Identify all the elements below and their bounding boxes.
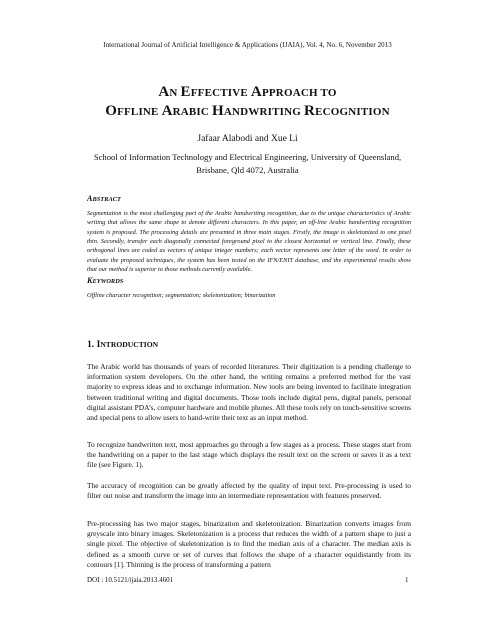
paper-title-line-1 [0, 83, 495, 102]
abstract-heading-initial: A [87, 194, 93, 203]
paper-title-line-2 [0, 102, 495, 121]
introduction-heading-rest: NTRODUCTION [100, 340, 159, 349]
affiliation-line-1: School of Information Technology and Electrical Engineering, University of Queensland, [93, 152, 402, 162]
title-fragment: ANDWRITING [223, 106, 305, 118]
title-fragment: PPROACH TO [261, 87, 337, 99]
title-fragment: A [158, 84, 170, 100]
intro-paragraph-2: To recognize handwritten text, most approaches go through a few stages as a process. These stages start from the handwriting on a paper to the last stage which displays the result text on the screen or saves it as a text file (see Figure. 1). [87, 440, 411, 470]
affiliation-line-2: Brisbane, Qld 4072, Australia [196, 164, 299, 175]
title-fragment: A [161, 103, 173, 119]
intro-paragraph-4: Pre-processing has two major stages, binarization and skeletonization. Binarization converts images from greyscale into binary images. Skeletonization is a process that reduces the width of a pattern shape to just a single pixel. The objective of skeletonization is to find the median axis of a character. The median axis is defined as a smooth curve or set of curves that follows the shape of a character equidistantly from its contours [1]. Thinning is the process of transforming a pattern [87, 519, 411, 569]
keywords-heading-rest: EYWORDS [92, 278, 124, 285]
abstract-heading-rest: BSTRACT [92, 196, 121, 203]
title-fragment: H [212, 103, 224, 119]
journal-header: International Journal of Artificial Intelligence & Applications (IJAIA), Vol. 4, No. 6, November 2013 [103, 41, 392, 49]
introduction-heading [87, 339, 158, 350]
introduction-heading-initial: 1. I [87, 339, 101, 350]
keywords-heading [87, 276, 123, 285]
authors: Jafaar Alabodi and Xue Li [197, 134, 298, 144]
abstract-heading [87, 194, 121, 203]
title-fragment: FFLINE [117, 106, 162, 118]
title-fragment: N [169, 87, 181, 99]
keywords-heading-initial: K [87, 276, 93, 285]
intro-paragraph-3: The accuracy of recognition can be greatly affected by the quality of input text. Pre-processing is used to filter out noise and transform the image into an intermediate representation with features preserved. [87, 481, 411, 501]
keywords-text: Offline character recognition; segmentation; skeletonization; binarization [87, 292, 276, 299]
title-fragment: A [250, 84, 262, 100]
title-fragment: R [304, 103, 316, 119]
affiliation [60, 151, 435, 176]
title-fragment: O [105, 103, 118, 119]
footer-doi: DOI : 10.5121/ijaia.2013.4601 [87, 576, 174, 584]
abstract-text: Segmentation is the most challenging part of the Arabic handwriting recognition, due to the unique characteristics of Arabic writing that allows the same shape to denote different characters. In this paper, an off-line Arabic handwriting recognition system is proposed. The processing details are presented in three main stages. Firstly, the image is skeletonized to one pixel thin. Secondly, transfer each diagonally connected foreground pixel to the closest horizontal or vertical line. Finally, these orthogonal lines are coded as vectors of unique integer numbers; each vector represents one letter of the word. In order to evaluate the proposed techniques, the system has been tested on the IFN/ENIT database, and the experimental results show that our method is superior to those methods currently available. [87, 210, 411, 274]
title-fragment: E [180, 84, 191, 100]
page-number: 1 [405, 576, 409, 584]
title-fragment: ECOGNITION [315, 106, 390, 118]
title-fragment: FFECTIVE [190, 87, 251, 99]
intro-paragraph-1: The Arabic world has thousands of years of recorded literatures. Their digitization is a pending challenge to information system developers. On the other hand, the writing remains a preferred method for the vast majority to express ideas and to exchange information. New tools are being invented to facilitate integration between traditional writing and digital documents. Those tools include digital pens, digital panels, personal digital assistant PDA’s, computer hardware and mobile phones. All these tools rely on touch-sensitive screens and special pens to allow users to hand-write their text as an input method. [87, 362, 411, 423]
title-fragment: RABIC [172, 106, 213, 118]
